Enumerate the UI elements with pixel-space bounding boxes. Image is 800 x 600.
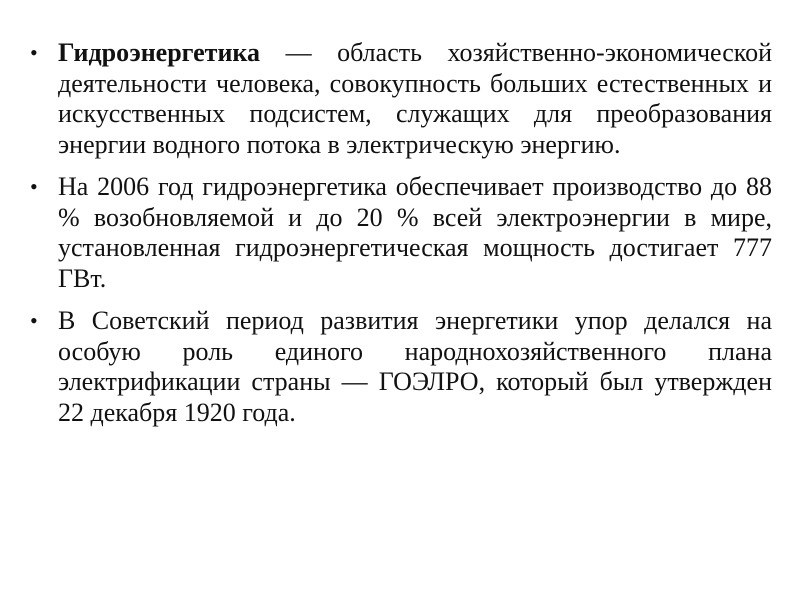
bullet-dot-icon: •: [30, 174, 38, 199]
bullet-dot-icon: •: [30, 40, 38, 65]
bullet-text: На 2006 год гидроэнергетика обеспечивает производство до 88 % возобновляемой и до 20 % всей электроэнергии в мире, установленная гидроэнергетическая мощность достигает 777 ГВт.: [58, 172, 772, 293]
term-bold: Гидроэнергетика: [58, 38, 261, 67]
bullet-list: [30, 38, 772, 440]
bullet-item-definition: [30, 38, 772, 160]
bullet-item-history: [30, 306, 772, 428]
bullet-item-statistics: [30, 172, 772, 294]
bullet-text: В Советский период развития энергетики упор делался на особую роль единого народнохозяйственного плана электрификации страны — ГОЭЛРО, который был утвержден 22 декабря 1920 года.: [58, 306, 772, 427]
bullet-dot-icon: •: [30, 308, 38, 333]
bullet-text: — область хозяйственно-экономической деятельности человека, совокупность больших естественных и искусственных подсистем, служащих для преобразования энергии водного потока в электрическую энергию.: [58, 38, 772, 159]
